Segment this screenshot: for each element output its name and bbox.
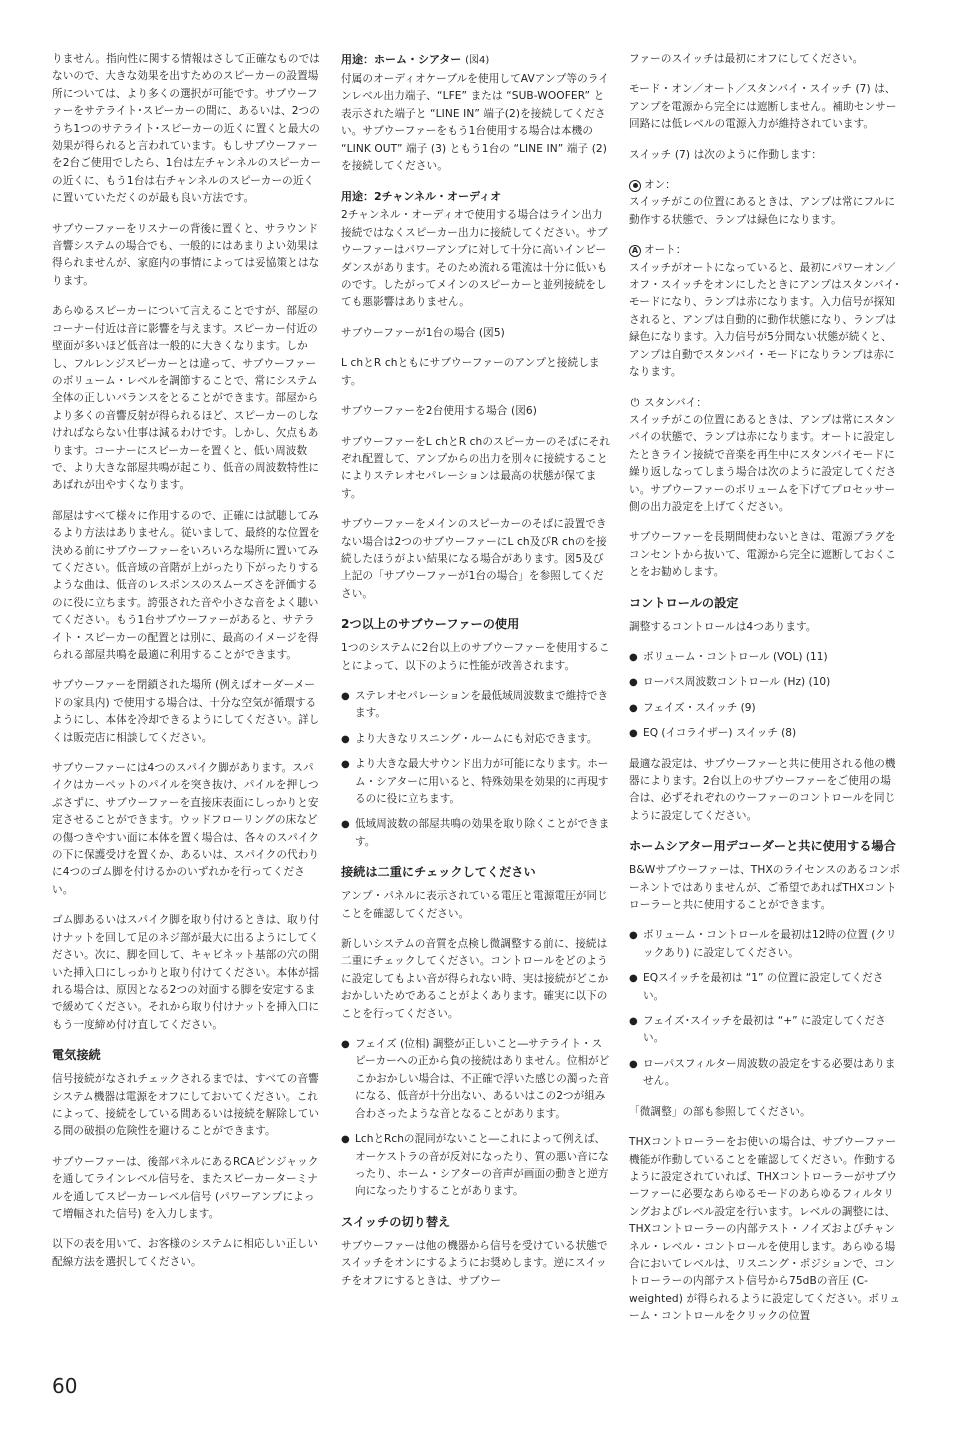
on-mode-icon	[629, 180, 641, 192]
paragraph: あらゆるスピーカーについて言えることですが、部屋のコーナー付近は音に影響を与えます。スピーカー付近の壁面が多いほど低音は一般的に大きくなります。しかし、フルレンジスピーカーとは違って、サブウーファーのボリューム・レベルを調節することで、常にシステム全体の正しいバランスをとることができます。部屋からより多くの音響反射が得られるほど、スピーカーのしなければならない仕事は減るわけです。しかし、欠点もあります。コーナーにスピーカーを置くと、低い周波数で、より大きな部屋共鳴が起こり、低音の周波数特性にあばれが出やすくなります。	[52, 305, 320, 492]
list-item-text: ボリューム・コントロール (VOL) (11)	[643, 650, 828, 663]
list-item	[629, 700, 901, 717]
bullet-icon: ●	[629, 1058, 638, 1070]
column-middle	[341, 51, 611, 1303]
list-item	[629, 649, 901, 666]
paragraph: 1つのシステムに2台以上のサブウーファーを使用することによって、以下のように性能が改善されます。	[341, 642, 610, 672]
paragraph: 新しいシステムの音質を点検し微調整する前に、接続は二重にチェックしてください。コントロールをどのように設定してもよい音が得られない時、実は接続がどこかおかしいためであることがよくあります。確実に以下のことを行ってください。	[341, 938, 609, 1020]
section-heading-switch: スイッチの切り替え	[341, 1214, 451, 1229]
paragraph: 調整するコントロールは4つあります。	[629, 620, 817, 633]
bullet-icon: ●	[341, 1039, 350, 1051]
list-item-text: 低域周波数の部屋共鳴の効果を取り除くことができます。	[355, 818, 610, 848]
paragraph: ファーのスイッチは最初にオフにしてください。	[629, 53, 864, 65]
list-item-text: ボリューム・コントロールを最初は12時の位置 (クリックあり) に設定してください。	[643, 929, 897, 959]
paragraph: 以下の表を用いて、お客様のシステムに相応しい正しい配線方法を選択してください。	[52, 1238, 319, 1268]
paragraph: サブウーファーが1台の場合 (図5)	[341, 326, 505, 339]
list-item	[341, 1036, 611, 1123]
paragraph: 最適な設定は、サブウーファーと共に使用される他の機器によります。2台以上のサブウーファーをご使用の場合は、必ずそれぞれのウーファーのコントロールを同じように設定してください。	[629, 757, 896, 822]
list-item	[629, 674, 901, 691]
mode-on-label	[629, 177, 901, 194]
list-item	[629, 1056, 901, 1091]
bullet-icon: ●	[341, 819, 350, 831]
bullet-icon: ●	[341, 1134, 350, 1146]
paragraph: サブウーファーを2台使用する場合 (図6)	[341, 405, 537, 418]
paragraph: サブウーファーには4つのスパイク脚があります。スパイクはカーペットのパイルを突き抜け、パイルを押しつぶさずに、サブウーファーを直接床表面にしっかりと安定させることができます。ウッドフローリングの床などの傷つきやすい面に本体を置く場合は、各々のスパイクの下に保護受けを置くか、あるいは、スパイクの代わりに4つのゴム脚を付けるかのいずれかを行ってください。	[52, 762, 320, 896]
list-item	[341, 731, 611, 748]
list-item-text: ローパスフィルター周波数の設定をする必要はありません。	[643, 1057, 896, 1088]
paragraph: B&Wサブウーファーは、THXのライセンスのあるコンポーネントではありませんが、ご希望であればTHXコントローラーと共に使用することができます。	[629, 864, 901, 912]
list-item-text: フェイズ (位相) 調整が正しいこと―サテライト・スピーカーへの正から負の接続はありません。位相がどこかおかしい場合は、不正確で浮いた感じの濁った音になる、低音が十分出ない、あるいはこの2つが組み合わさったような音となることがあります。	[355, 1038, 610, 1120]
paragraph: THXコントローラーをお使いの場合は、サブウーファー機能が作動していることを確認してください。作動するように設定されていれば、THXコントローラーがサブウーファーに必要なあらゆるモードのあらゆるフィルタリングおよびレベル設定を行います。レベルの調整には、THXコントローラーの内部テスト・ノイズおよびチャンネル・レベル・コントロールを使用します。あらゆる場合においてレベルは、リスニング・ポジションで、コントローラーの内部テスト信号から75dBの音圧 (C-weighted) が得られるように設定してください。ボリューム・コントロールをクリックの位置	[629, 1136, 901, 1323]
bullet-list-multiple	[341, 688, 611, 851]
paragraph: スイッチがこの位置にあるときは、アンプは常にフルに動作する状態で、ランプは緑色になります。	[629, 196, 896, 226]
bullet-list-decoder	[629, 927, 901, 1090]
bullet-icon: ●	[341, 759, 350, 771]
list-item	[341, 756, 611, 808]
paragraph: スイッチ (7) は次のように作動します：	[629, 148, 822, 161]
mode-label-text: オート：	[644, 244, 687, 257]
bullet-icon: ●	[629, 930, 638, 942]
paragraph: 「微調整」の部も参照してください。	[629, 1105, 811, 1118]
paragraph: サブウーファーを長期間使わないときは、電源プラグをコンセントから抜いて、電源から完全に遮断しておくことをお勧めします。	[629, 531, 897, 579]
paragraph: ゴム脚あるいはスパイク脚を取り付けるときは、取り付けナットを回して足のネジ部が最大に出るようにしてください。次に、脚を回して、キャビネット基部の穴の開いた挿入口にしっかりと取り付けてください。本体が揺れる場合は、原因となる2つの対面する脚を安定するまで緩めてください。それから取り付けナットを挿入口にもう一度締め付け直してください。	[52, 914, 320, 1031]
figure-ref: (図4)	[465, 55, 490, 66]
paragraph: サブウーファーは、後部パネルにあるRCAピンジャックを通してラインレベル信号を、またスピーカーターミナルを通してスピーカーレベル信号 (パワーアンプによって増幅された信号) を入力します。	[52, 1155, 319, 1220]
paragraph: りません。指向性に関する情報はさして正確なものではないので、大きな効果を出すためのスピーカーの設置場所については、より多くの選択が可能です。サブウーファーをサテライト･スピーカーの間に、あるいは、2つのうち1つのサテライト･スピーカーの近くに置くと最大の効果が得られると言われています。もしサブウーファーを2台ご使用でしたら、1台は左チャンネルのスピーカーの近くに、もう1台は右チャンネルのスピーカーの近くに置いていただくのが最も良い方法です。	[52, 53, 322, 205]
list-item	[341, 688, 611, 723]
mode-label-text: オン：	[644, 179, 676, 192]
bullet-icon: ●	[629, 651, 638, 663]
bullet-icon: ●	[341, 690, 350, 702]
section-heading-electrical: 電気接続	[52, 1048, 101, 1063]
column-right	[629, 51, 901, 1339]
mode-label-text: スタンバイ：	[644, 396, 707, 409]
subheading-two-channel: 用途：2チャンネル・オーディオ	[341, 190, 502, 204]
list-item-text: フェイズ･スイッチを最初は “+” に設定してください。	[643, 1015, 886, 1045]
list-item-text: フェイズ・スイッチ (9)	[643, 701, 756, 714]
list-item-text: ステレオセパレーションを最低域周波数まで維持できます。	[355, 689, 609, 720]
list-item	[341, 1131, 611, 1201]
list-item-text: EQスイッチを最初は “1” の位置に設定してください。	[643, 972, 884, 1002]
paragraph: 2チャンネル・オーディオで使用する場合はライン出力接続ではなくスピーカー出力に接続してください。サブウーファーはパワーアンプに対して十分に高いインピーダンスがあります。そのため流れる電流は十分に低いものです。したがってメインのスピーカーと並列接続をしても悪影響はありません。	[341, 209, 608, 309]
list-item	[629, 725, 901, 742]
bullet-icon: ●	[629, 702, 638, 714]
section-heading-double-check: 接続は二重にチェックしてください	[341, 865, 536, 880]
subheading-text: 用途：ホーム・シアター	[341, 53, 462, 66]
paragraph: アンプ・パネルに表示されている電圧と電源電圧が同じことを確認してください。	[341, 890, 608, 920]
bullet-icon: ●	[629, 973, 638, 985]
section-heading-multiple-subwoofers: 2つ以上のサブウーファーの使用	[341, 617, 520, 632]
subheading-home-theater	[341, 51, 611, 69]
list-item	[629, 970, 901, 1005]
paragraph: スイッチがこの位置にあるときは、アンプは常にスタンバイの状態で、ランプは赤になります。オートに設定したときライン接続で音楽を再生中にスタンバイモードに繰り返しなってしまう場合は次のように設定してください。サブウーファーのボリュームを下げてプロセッサー側の出力設定を上げてください。	[629, 413, 897, 513]
paragraph: 信号接続がなされチェックされるまでは、すべての音響システム機器は電源をオフにしておいてください。これによって、接続をしている間あるいは接続を解除している間の破損の危険性を避けることができます。	[52, 1073, 320, 1138]
standby-power-icon: ⏻	[630, 396, 640, 410]
paragraph: サブウーファーをL chとR chのスピーカーのそばにそれぞれ配置して、アンプからの出力を別々に接続することによりステレオセパレーションは最高の状態が保てます。	[341, 435, 611, 500]
column-left	[52, 51, 324, 1284]
list-item-text: より大きな最大サウンド出力が可能になります。ホーム・シアターに用いると、特殊効果を効果的に再現するのに役に立ちます。	[355, 758, 609, 805]
mode-auto-label	[629, 242, 901, 259]
bullet-icon: ●	[629, 677, 638, 689]
bullet-icon: ●	[629, 728, 638, 740]
paragraph: サブウーファーを閉鎖された場所 (例えばオーダーメードの家具内) で使用する場合は、十分な空気が循環するようにし、本体を冷却できるようにしてください。詳しくは販売店に相談してください。	[52, 679, 320, 744]
auto-mode-icon: A	[629, 245, 641, 257]
bullet-list-controls	[629, 649, 901, 743]
list-item-text: ローパス周波数コントロール (Hz) (10)	[643, 676, 831, 689]
page-number: 60	[52, 1374, 78, 1398]
section-heading-controls: コントロールの設定	[629, 595, 739, 610]
list-item-text: より大きなリスニング・ルームにも対応できます。	[355, 732, 598, 745]
paragraph: 付属のオーディオケーブルを使用してAVアンプ等のラインレベル出力端子、“LFE” または “SUB-WOOFER” と表示された端子と “LINE IN” 端子(2)を接続してください。サブウーファーをもう1台使用する場合は本機の “LINK OUT” 端子 (3) ともう1台の “LINE IN” 端子 (2) を接続してください。	[341, 73, 609, 173]
list-item-text: LchとRchの混同がないこと―これによって例えば、オーケストラの音が反対になったり、質の悪い音になったり、ホーム・シアターの音声が画面の動きと逆方向になったりすることがあります。	[355, 1133, 609, 1198]
bullet-icon: ●	[341, 733, 350, 745]
paragraph: L chとR chともにサブウーファーのアンプと接続します。	[341, 357, 600, 387]
section-heading-decoder: ホームシアター用デコーダーと共に使用する場合	[629, 839, 896, 854]
paragraph: モード・オン／オート／スタンバイ・スイッチ (7) は、アンプを電源から完全には遮断しません。補助センサー回路には低レベルの電源入力が維持されています。	[629, 83, 897, 131]
paragraph: スイッチがオートになっていると、最初にパワーオン／オフ・スイッチをオンにしたときにアンプはスタンバイ･モードになり、ランプは赤になります。入力信号が探知されると、アンプは自動的に動作状態になり、ランプは緑色になります。入力信号が5分間ない状態が続くと、アンプは自動でスタンバイ・モードになりランプは赤になります。	[629, 261, 900, 379]
bullet-list-check	[341, 1036, 611, 1201]
list-item-text: EQ (イコライザー) スイッチ (8)	[643, 727, 797, 740]
paragraph: サブウーファーは他の機器から信号を受けている状態でスイッチをオンにするようにお奨めします。逆にスイッチをオフにするときは、サブウー	[341, 1239, 608, 1287]
list-item	[341, 816, 611, 851]
mode-standby-label	[629, 395, 901, 412]
list-item	[629, 927, 901, 962]
paragraph: サブウーファーをメインのスピーカーのそばに設置できない場合は2つのサブウーファーにL ch及びR chのを接続したほうがよい結果になる場合があります。図5及び上記の「サブウーファーが1台の場合」を参照してください。	[341, 518, 607, 600]
paragraph: サブウーファーをリスナーの背後に置くと、サラウンド音響システムの場合でも、一般的にはあまりよい効果は得られませんが、家庭内の事情によっては妥協策とはなります。	[52, 222, 320, 287]
list-item	[629, 1013, 901, 1048]
bullet-icon: ●	[629, 1016, 638, 1028]
paragraph: 部屋はすべて様々に作用するので、正確には試聴してみるより方法はありません。従いまして、最終的な位置を決める前にサブウーファーをいろいろな場所に置いてみてください。低音域の音階が上がったり下がったりするような曲は、低音のレスポンスのスムーズさを評価するのに役に立ちます。誇張された音や小さな音をよく聴いてください。もう1台サブウーファーがあると、サテライト・スピーカーの配置とは別に、最高のイメージを得られる部屋共鳴を最適に利用することができます。	[52, 509, 320, 661]
